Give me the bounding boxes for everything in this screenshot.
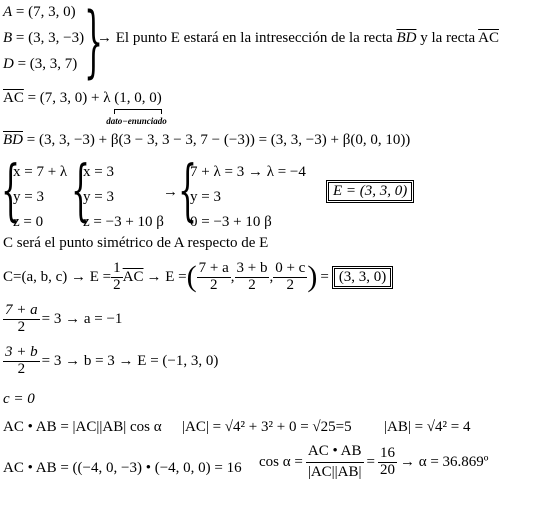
point-D: D = (3, 3, 7) — [3, 56, 78, 72]
ac-line-equation — [3, 90, 167, 126]
bd-line-equation — [3, 133, 410, 148]
system-3 — [190, 160, 306, 235]
eq-a: $\frac{7 + a}{2}$ = 3 → a = −1 — [5, 302, 123, 335]
system-2 — [83, 160, 164, 235]
intersection-statement — [97, 31, 499, 46]
sys2-brace: { — [71, 153, 91, 230]
point-B: B = (3, 3, −3) — [3, 30, 85, 46]
bd-vec: $\overline{BD}$ — [3, 132, 23, 148]
eq-c: c = 0 — [3, 391, 35, 407]
sys3-3: 0 = −3 + 10 β — [190, 214, 272, 230]
c-result: (3, 3, 0) — [332, 266, 394, 289]
frac-1: $\frac{7 + a}{2}$ — [198, 259, 229, 293]
c-vec-ac: $\overline{AC}$ — [122, 268, 144, 285]
ac-vec: $\overline{AC}$ — [3, 90, 24, 106]
sys3-2: y = 3 — [190, 189, 221, 205]
modulus-ac: |AC| = √4² + 3² + 0 = √25=5 — [182, 419, 352, 435]
sys2-y: y = 3 — [83, 189, 114, 205]
c-lhs: C=(a, b, c) → E = — [3, 268, 112, 285]
symmetric-statement: C será el punto simétrico de A respecto de E — [3, 235, 269, 251]
right-brace: } — [84, 0, 104, 89]
bd-eq: = (3, 3, −3) + β(3 − 3, 3 − 3, 7 − (−3)) = (3, 3, −3) + β(0, 0, 10)) — [26, 132, 411, 148]
frac-2: $\frac{3 + b}{2}$ — [236, 259, 268, 293]
statement-text: → El punto E estará en la intresección de la recta — [97, 30, 393, 46]
half-frac: $\frac{1}{2}$ — [113, 259, 121, 293]
point-A: A = (7, 3, 0) — [3, 4, 76, 20]
y-la-recta: y la recta — [420, 30, 476, 46]
sys1-z: z = 0 — [13, 214, 44, 230]
dato-enunciado: dato−enunciado — [106, 116, 167, 126]
sys1-x: x = 7 + λ — [13, 164, 68, 180]
sys2-x: x = 3 — [83, 164, 114, 180]
c-arrow: → E = — [146, 268, 187, 285]
dot-product-formula: AC • AB = |AC||AB| cos α — [3, 419, 162, 435]
ac-eq: = (7, 3, 0) + λ — [27, 90, 111, 106]
c-eq: = — [320, 268, 329, 285]
system-1 — [13, 160, 67, 235]
sys-arrow: → — [163, 184, 178, 200]
sys2-z: z = −3 + 10 β — [83, 214, 164, 230]
sys3-1: 7 + λ = 3 → λ = −4 — [190, 164, 306, 180]
e-result-box: E = (3, 3, 0) — [326, 180, 414, 203]
ac-dir: (1, 0, 0) — [114, 90, 162, 106]
dot-product-value: AC • AB = ((−4, 0, −3) • (−4, 0, 0) = 16 — [3, 460, 242, 476]
vector-BD: $\overline{BD}$ — [396, 30, 417, 46]
frac-3: $\frac{0 + c}{2}$ — [275, 259, 306, 293]
sys3-brace: { — [178, 153, 198, 230]
cos-alpha: cos α = $\frac{AC • AB}{|AC||AB|}$ = $\frac{16}{20}$ → α = 36.869º — [259, 443, 489, 480]
vector-AC: $\overline{AC}$ — [478, 30, 499, 46]
c-line: C=(a, b, c) → E = $\frac{1}{2}$ $\overline{AC}$ → E = ( $\frac{7 + a}{2}$ , $\frac{3 + b}{2}$ , $\frac{0 + c}{2}$ ) = (3, 3, 0) — [3, 256, 393, 298]
eq-b: $\frac{3 + b}{2}$ = 3 → b = 3 → E = (−1, 3, 0) — [5, 344, 219, 377]
modulus-ab: |AB| = √4² = 4 — [384, 419, 471, 435]
sys1-y: y = 3 — [13, 189, 44, 205]
sys1-brace: { — [1, 153, 21, 230]
